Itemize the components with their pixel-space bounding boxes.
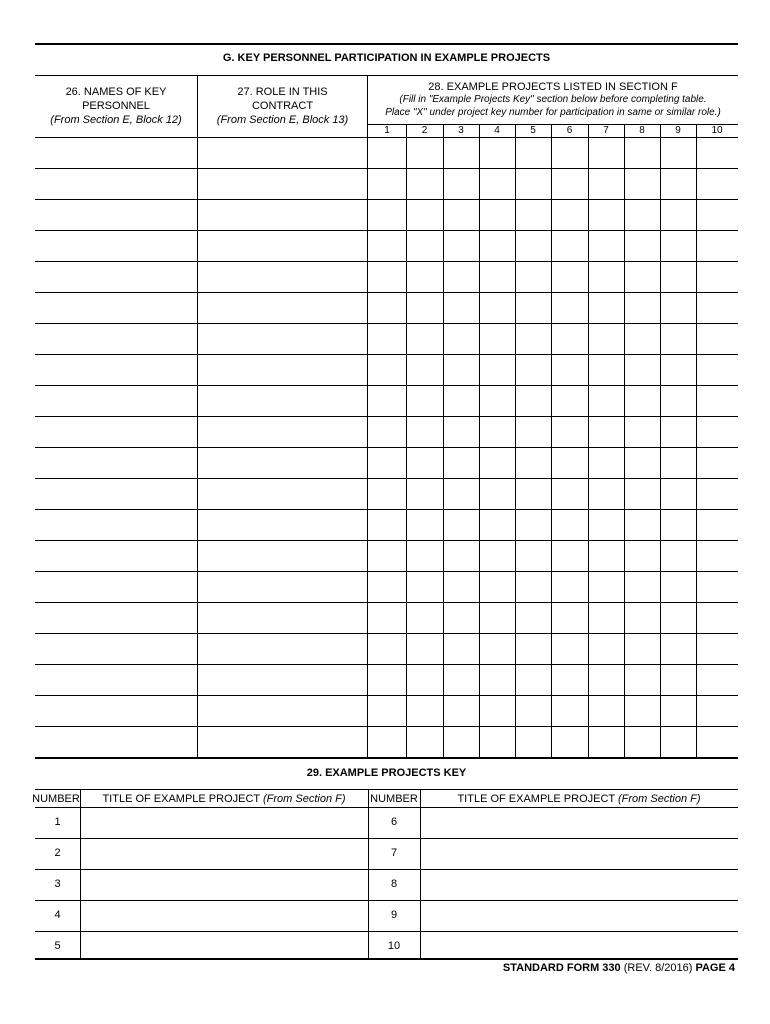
project-participation-cell[interactable] <box>661 293 696 323</box>
name-cell[interactable] <box>35 386 197 416</box>
key-title-header-left-italic: (From Section F) <box>263 793 346 805</box>
project-participation-cell[interactable] <box>589 634 624 664</box>
project-participation-cell[interactable] <box>480 572 515 602</box>
name-cell[interactable] <box>35 727 197 757</box>
project-participation-cell[interactable] <box>444 665 479 695</box>
key-title-header-left <box>80 793 368 805</box>
project-participation-cell[interactable] <box>369 634 406 664</box>
project-participation-cell[interactable] <box>516 231 551 261</box>
project-participation-cell[interactable] <box>552 510 588 540</box>
project-participation-cell[interactable] <box>480 510 515 540</box>
project-participation-cell[interactable] <box>552 262 588 292</box>
project-participation-cell[interactable] <box>552 696 588 726</box>
project-participation-cell[interactable] <box>516 293 551 323</box>
project-participation-cell[interactable] <box>697 479 738 509</box>
project-participation-cell[interactable] <box>625 169 660 199</box>
header-top-rule <box>35 75 738 76</box>
project-participation-cell[interactable] <box>625 448 660 478</box>
project-participation-cell[interactable] <box>444 386 479 416</box>
project-participation-cell[interactable] <box>407 231 443 261</box>
name-cell[interactable] <box>35 169 197 199</box>
project-participation-cell[interactable] <box>516 324 551 354</box>
top-rule <box>35 43 738 45</box>
key-title-header-left-plain: TITLE OF EXAMPLE PROJECT <box>102 793 264 805</box>
project-participation-cell[interactable] <box>697 696 738 726</box>
project-participation-cell[interactable] <box>661 386 696 416</box>
project-participation-cell[interactable] <box>589 479 624 509</box>
project-participation-cell[interactable] <box>444 262 479 292</box>
project-participation-cell[interactable] <box>516 386 551 416</box>
project-participation-cell[interactable] <box>697 727 738 757</box>
key-number-right: 10 <box>387 940 401 952</box>
project-participation-cell[interactable] <box>661 479 696 509</box>
name-cell[interactable] <box>35 696 197 726</box>
project-participation-cell[interactable] <box>480 417 515 447</box>
project-participation-cell[interactable] <box>661 510 696 540</box>
project-participation-cell[interactable] <box>625 324 660 354</box>
project-participation-cell[interactable] <box>369 324 406 354</box>
key-title-header-right-plain: TITLE OF EXAMPLE PROJECT <box>457 793 619 805</box>
project-participation-cell[interactable] <box>625 510 660 540</box>
project-participation-cell[interactable] <box>552 727 588 757</box>
project-participation-cell[interactable] <box>625 603 660 633</box>
project-participation-cell[interactable] <box>480 138 515 168</box>
section-29-title: 29. EXAMPLE PROJECTS KEY <box>306 767 467 779</box>
project-participation-cell[interactable] <box>661 200 696 230</box>
project-participation-cell[interactable] <box>480 603 515 633</box>
project-participation-cell[interactable] <box>625 727 660 757</box>
project-number-header: 10 <box>711 125 723 136</box>
project-participation-cell[interactable] <box>625 634 660 664</box>
role-cell[interactable] <box>198 386 367 416</box>
section-29-header-rule <box>35 789 738 790</box>
project-participation-cell[interactable] <box>552 603 588 633</box>
name-cell[interactable] <box>35 231 197 261</box>
col28-header-note2: Place "X" under project key number for participation in same or similar role.) <box>385 107 721 118</box>
key-number-right: 7 <box>390 847 398 859</box>
project-participation-cell[interactable] <box>407 479 443 509</box>
project-participation-cell[interactable] <box>516 696 551 726</box>
role-cell[interactable] <box>198 572 367 602</box>
footer-form-name: STANDARD FORM 330 <box>502 962 621 974</box>
project-participation-cell[interactable] <box>625 138 660 168</box>
project-number-header: 1 <box>384 125 390 136</box>
project-participation-cell[interactable] <box>516 634 551 664</box>
project-participation-cell[interactable] <box>480 169 515 199</box>
project-participation-cell[interactable] <box>407 169 443 199</box>
project-participation-cell[interactable] <box>589 541 624 571</box>
project-participation-cell[interactable] <box>369 200 406 230</box>
key-title-cell-right[interactable] <box>421 808 738 838</box>
project-participation-cell[interactable] <box>480 448 515 478</box>
project-participation-cell[interactable] <box>444 696 479 726</box>
project-participation-cell[interactable] <box>444 479 479 509</box>
project-number-header: 7 <box>603 125 609 136</box>
project-participation-cell[interactable] <box>516 355 551 385</box>
role-cell[interactable] <box>198 448 367 478</box>
project-participation-cell[interactable] <box>552 293 588 323</box>
project-participation-cell[interactable] <box>697 603 738 633</box>
footer-page: PAGE 4 <box>695 962 735 974</box>
project-number-header: 5 <box>530 125 536 136</box>
project-participation-cell[interactable] <box>697 231 738 261</box>
project-participation-cell[interactable] <box>480 386 515 416</box>
project-participation-cell[interactable] <box>369 727 406 757</box>
key-title-cell-left[interactable] <box>81 901 368 931</box>
col28-header-line1: 28. EXAMPLE PROJECTS LISTED IN SECTION F <box>428 81 678 93</box>
project-number-header: 3 <box>458 125 464 136</box>
project-participation-cell[interactable] <box>444 448 479 478</box>
project-participation-cell[interactable] <box>516 541 551 571</box>
project-participation-cell[interactable] <box>369 355 406 385</box>
project-participation-cell[interactable] <box>661 603 696 633</box>
project-participation-cell[interactable] <box>516 200 551 230</box>
project-participation-cell[interactable] <box>697 572 738 602</box>
project-participation-cell[interactable] <box>552 572 588 602</box>
section-g-title: G. KEY PERSONNEL PARTICIPATION IN EXAMPLE PROJECTS <box>222 52 551 64</box>
role-cell[interactable] <box>198 510 367 540</box>
project-participation-cell[interactable] <box>516 572 551 602</box>
project-participation-cell[interactable] <box>697 386 738 416</box>
project-participation-cell[interactable] <box>444 231 479 261</box>
role-cell[interactable] <box>198 417 367 447</box>
project-participation-cell[interactable] <box>407 386 443 416</box>
role-cell[interactable] <box>198 293 367 323</box>
col26-header-line2: PERSONNEL <box>82 100 150 112</box>
project-participation-cell[interactable] <box>589 665 624 695</box>
project-participation-cell[interactable] <box>369 665 406 695</box>
project-participation-cell[interactable] <box>625 355 660 385</box>
key-title-header-right <box>420 793 738 805</box>
project-participation-cell[interactable] <box>661 727 696 757</box>
project-participation-cell[interactable] <box>697 448 738 478</box>
project-participation-cell[interactable] <box>552 355 588 385</box>
project-participation-cell[interactable] <box>480 479 515 509</box>
project-participation-cell[interactable] <box>661 324 696 354</box>
project-participation-cell[interactable] <box>661 262 696 292</box>
project-participation-cell[interactable] <box>589 448 624 478</box>
project-participation-cell[interactable] <box>480 293 515 323</box>
project-participation-cell[interactable] <box>552 634 588 664</box>
key-number-right: 6 <box>390 816 398 828</box>
role-cell[interactable] <box>198 696 367 726</box>
project-participation-cell[interactable] <box>480 324 515 354</box>
project-participation-cell[interactable] <box>661 541 696 571</box>
project-participation-cell[interactable] <box>516 262 551 292</box>
project-participation-cell[interactable] <box>480 200 515 230</box>
project-participation-cell[interactable] <box>552 448 588 478</box>
bottom-rule <box>35 958 738 960</box>
project-participation-cell[interactable] <box>369 386 406 416</box>
name-cell[interactable] <box>35 510 197 540</box>
role-cell[interactable] <box>198 324 367 354</box>
project-participation-cell[interactable] <box>480 696 515 726</box>
project-participation-cell[interactable] <box>369 510 406 540</box>
key-number-header-left: NUMBER <box>32 793 80 805</box>
project-participation-cell[interactable] <box>625 479 660 509</box>
project-participation-cell[interactable] <box>697 634 738 664</box>
project-participation-cell[interactable] <box>589 355 624 385</box>
project-participation-cell[interactable] <box>697 200 738 230</box>
project-participation-cell[interactable] <box>480 727 515 757</box>
project-participation-cell[interactable] <box>552 231 588 261</box>
project-participation-cell[interactable] <box>407 200 443 230</box>
project-participation-cell[interactable] <box>407 510 443 540</box>
project-participation-cell[interactable] <box>552 169 588 199</box>
project-participation-cell[interactable] <box>444 510 479 540</box>
project-participation-cell[interactable] <box>444 324 479 354</box>
footer-revision: (REV. 8/2016) <box>620 962 696 974</box>
project-number-header: 8 <box>639 125 645 136</box>
project-participation-cell[interactable] <box>697 355 738 385</box>
project-participation-cell[interactable] <box>444 355 479 385</box>
project-participation-cell[interactable] <box>480 262 515 292</box>
project-participation-cell[interactable] <box>444 603 479 633</box>
project-participation-cell[interactable] <box>516 603 551 633</box>
project-participation-cell[interactable] <box>552 138 588 168</box>
project-participation-cell[interactable] <box>625 200 660 230</box>
project-participation-cell[interactable] <box>697 169 738 199</box>
project-participation-cell[interactable] <box>369 293 406 323</box>
project-participation-cell[interactable] <box>516 727 551 757</box>
role-cell[interactable] <box>198 200 367 230</box>
project-participation-cell[interactable] <box>661 572 696 602</box>
project-participation-cell[interactable] <box>589 231 624 261</box>
key-number-left: 2 <box>54 847 61 859</box>
project-number-header: 4 <box>494 125 500 136</box>
role-cell[interactable] <box>198 355 367 385</box>
project-participation-cell[interactable] <box>697 541 738 571</box>
project-participation-cell[interactable] <box>697 138 738 168</box>
project-participation-cell[interactable] <box>625 417 660 447</box>
key-middle-divider <box>368 789 369 958</box>
project-participation-cell[interactable] <box>444 138 479 168</box>
project-participation-cell[interactable] <box>407 696 443 726</box>
project-participation-cell[interactable] <box>661 634 696 664</box>
project-participation-cell[interactable] <box>516 138 551 168</box>
form-footer <box>503 962 735 974</box>
project-participation-cell[interactable] <box>369 541 406 571</box>
project-participation-cell[interactable] <box>552 200 588 230</box>
project-participation-cell[interactable] <box>444 169 479 199</box>
project-participation-cell[interactable] <box>589 262 624 292</box>
project-participation-cell[interactable] <box>407 727 443 757</box>
key-number-left: 3 <box>54 878 61 890</box>
key-title-cell-left[interactable] <box>81 870 368 900</box>
project-participation-cell[interactable] <box>480 665 515 695</box>
project-participation-cell[interactable] <box>697 262 738 292</box>
key-title-cell-right[interactable] <box>421 839 738 869</box>
project-participation-cell[interactable] <box>369 696 406 726</box>
project-number-header: 6 <box>566 125 573 136</box>
project-participation-cell[interactable] <box>369 572 406 602</box>
role-cell[interactable] <box>198 138 367 168</box>
project-participation-cell[interactable] <box>625 262 660 292</box>
name-cell[interactable] <box>35 603 197 633</box>
project-participation-cell[interactable] <box>625 231 660 261</box>
project-participation-cell[interactable] <box>480 231 515 261</box>
name-cell[interactable] <box>35 262 197 292</box>
project-participation-cell[interactable] <box>369 231 406 261</box>
project-participation-cell[interactable] <box>589 572 624 602</box>
project-participation-cell[interactable] <box>480 355 515 385</box>
project-participation-cell[interactable] <box>516 510 551 540</box>
name-cell[interactable] <box>35 293 197 323</box>
project-participation-cell[interactable] <box>661 355 696 385</box>
project-participation-cell[interactable] <box>589 200 624 230</box>
name-cell[interactable] <box>35 448 197 478</box>
project-participation-cell[interactable] <box>369 138 406 168</box>
project-participation-cell[interactable] <box>444 293 479 323</box>
section-29-top-rule <box>35 757 738 759</box>
key-title-header-right-italic: (From Section F) <box>618 793 701 805</box>
project-participation-cell[interactable] <box>407 572 443 602</box>
col27-header-line1: 27. ROLE IN THIS <box>237 86 328 98</box>
key-title-cell-left[interactable] <box>81 839 368 869</box>
project-participation-cell[interactable] <box>697 293 738 323</box>
role-cell[interactable] <box>198 634 367 664</box>
col26-header-note: (From Section E, Block 12) <box>50 114 182 126</box>
key-title-cell-left[interactable] <box>81 808 368 838</box>
name-cell[interactable] <box>35 417 197 447</box>
project-participation-cell[interactable] <box>661 696 696 726</box>
project-participation-cell[interactable] <box>697 510 738 540</box>
project-participation-cell[interactable] <box>480 541 515 571</box>
project-participation-cell[interactable] <box>444 727 479 757</box>
key-number-right: 9 <box>390 909 398 921</box>
project-participation-cell[interactable] <box>407 448 443 478</box>
name-cell[interactable] <box>35 665 197 695</box>
project-participation-cell[interactable] <box>697 417 738 447</box>
project-participation-cell[interactable] <box>589 169 624 199</box>
project-participation-cell[interactable] <box>407 634 443 664</box>
project-participation-cell[interactable] <box>407 417 443 447</box>
project-participation-cell[interactable] <box>369 262 406 292</box>
project-participation-cell[interactable] <box>407 262 443 292</box>
project-participation-cell[interactable] <box>589 417 624 447</box>
key-number-right: 8 <box>390 878 398 890</box>
project-participation-cell[interactable] <box>552 324 588 354</box>
project-participation-cell[interactable] <box>407 665 443 695</box>
name-cell[interactable] <box>35 200 197 230</box>
project-participation-cell[interactable] <box>625 541 660 571</box>
project-participation-cell[interactable] <box>589 293 624 323</box>
col27-header-note: (From Section E, Block 13) <box>216 114 349 126</box>
key-number-left: 5 <box>54 940 61 952</box>
project-participation-cell[interactable] <box>516 169 551 199</box>
project-participation-cell[interactable] <box>625 572 660 602</box>
role-cell[interactable] <box>198 231 367 261</box>
project-participation-cell[interactable] <box>516 665 551 695</box>
project-participation-cell[interactable] <box>444 200 479 230</box>
project-participation-cell[interactable] <box>407 541 443 571</box>
project-participation-cell[interactable] <box>589 510 624 540</box>
project-participation-cell[interactable] <box>516 448 551 478</box>
project-participation-cell[interactable] <box>589 324 624 354</box>
project-participation-cell[interactable] <box>625 665 660 695</box>
project-participation-cell[interactable] <box>661 665 696 695</box>
project-participation-cell[interactable] <box>369 169 406 199</box>
name-cell[interactable] <box>35 355 197 385</box>
project-participation-cell[interactable] <box>552 665 588 695</box>
name-cell[interactable] <box>35 634 197 664</box>
project-participation-cell[interactable] <box>589 138 624 168</box>
project-participation-cell[interactable] <box>661 231 696 261</box>
project-number-header: 2 <box>421 125 428 136</box>
key-title-cell-right[interactable] <box>421 901 738 931</box>
role-cell[interactable] <box>198 479 367 509</box>
project-participation-cell[interactable] <box>625 293 660 323</box>
name-cell[interactable] <box>35 479 197 509</box>
name-cell[interactable] <box>35 572 197 602</box>
project-participation-cell[interactable] <box>661 169 696 199</box>
project-participation-cell[interactable] <box>552 386 588 416</box>
project-participation-cell[interactable] <box>516 417 551 447</box>
key-title-cell-right[interactable] <box>421 870 738 900</box>
project-participation-cell[interactable] <box>697 665 738 695</box>
project-participation-cell[interactable] <box>661 448 696 478</box>
role-cell[interactable] <box>198 169 367 199</box>
name-cell[interactable] <box>35 541 197 571</box>
project-participation-cell[interactable] <box>407 603 443 633</box>
name-cell[interactable] <box>35 138 197 168</box>
project-participation-cell[interactable] <box>444 572 479 602</box>
project-participation-cell[interactable] <box>407 324 443 354</box>
col27-header-line2: CONTRACT <box>251 100 314 112</box>
key-number-header-right: NUMBER <box>370 793 418 805</box>
col28-header-note1: (Fill in "Example Projects Key" section below before completing table. <box>399 94 707 105</box>
key-number-left: 1 <box>54 816 61 828</box>
role-cell[interactable] <box>198 665 367 695</box>
role-cell[interactable] <box>198 262 367 292</box>
project-participation-cell[interactable] <box>407 293 443 323</box>
project-participation-cell[interactable] <box>369 448 406 478</box>
project-participation-cell[interactable] <box>552 417 588 447</box>
project-participation-cell[interactable] <box>552 541 588 571</box>
project-participation-cell[interactable] <box>407 138 443 168</box>
project-participation-cell[interactable] <box>589 603 624 633</box>
project-participation-cell[interactable] <box>625 386 660 416</box>
project-participation-cell[interactable] <box>661 138 696 168</box>
project-participation-cell[interactable] <box>444 634 479 664</box>
project-participation-cell[interactable] <box>369 417 406 447</box>
role-cell[interactable] <box>198 603 367 633</box>
project-participation-cell[interactable] <box>369 479 406 509</box>
key-number-left: 4 <box>54 909 61 921</box>
col26-header-line1: 26. NAMES OF KEY <box>65 86 167 98</box>
project-number-header: 9 <box>675 125 681 136</box>
role-cell[interactable] <box>198 727 367 757</box>
project-participation-cell[interactable] <box>697 324 738 354</box>
project-participation-cell[interactable] <box>552 479 588 509</box>
project-participation-cell[interactable] <box>407 355 443 385</box>
role-cell[interactable] <box>198 541 367 571</box>
name-cell[interactable] <box>35 324 197 354</box>
project-participation-cell[interactable] <box>589 386 624 416</box>
project-participation-cell[interactable] <box>444 417 479 447</box>
project-participation-cell[interactable] <box>369 603 406 633</box>
project-participation-cell[interactable] <box>625 696 660 726</box>
project-participation-cell[interactable] <box>589 727 624 757</box>
project-participation-cell[interactable] <box>661 417 696 447</box>
project-participation-cell[interactable] <box>516 479 551 509</box>
project-participation-cell[interactable] <box>444 541 479 571</box>
project-participation-cell[interactable] <box>480 634 515 664</box>
project-participation-cell[interactable] <box>589 696 624 726</box>
